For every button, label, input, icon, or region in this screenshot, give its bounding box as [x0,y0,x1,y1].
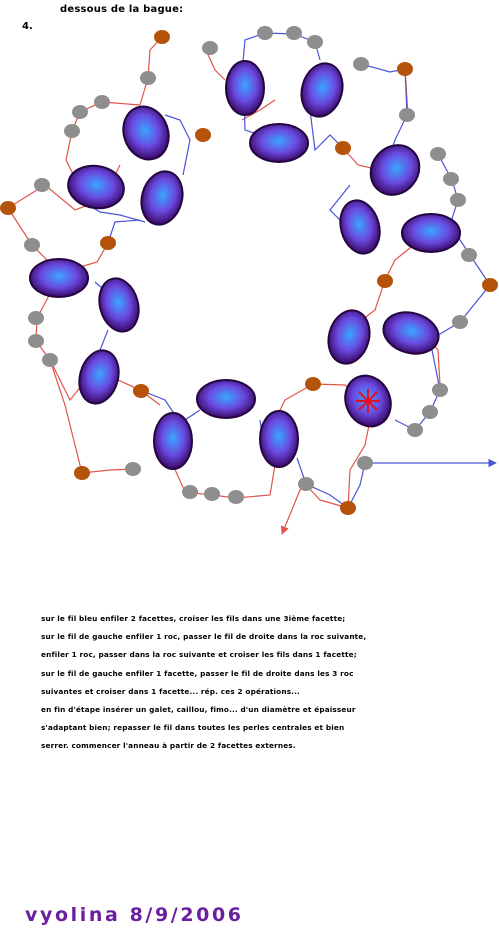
facet-bead [335,196,386,258]
roc-bead [94,95,110,109]
facet-bead [74,346,125,408]
roc-bead [307,35,323,49]
instruction-line: serrer. commencer l'anneau à partir de 2 facettes externes. [41,741,296,751]
facet-bead [154,413,192,469]
facet-bead [379,306,443,359]
roc-bead [407,423,423,437]
instruction-line: s'adaptant bien; repasser le fil dans toutes les perles centrales et bien [41,723,345,733]
orange-bead [482,278,498,292]
roc-bead [125,462,141,476]
instructions-block [41,610,481,756]
roc-bead [202,41,218,55]
facet-bead [30,259,88,297]
orange-bead [305,377,321,391]
facet-bead [116,100,176,166]
instruction-line: sur le fil bleu enfiler 2 facettes, croiser les fils dans une 3ième facette; [41,614,346,623]
facet-bead [250,124,308,162]
roc-bead [443,172,459,186]
step-number: 4. [22,21,33,32]
roc-bead [286,26,302,40]
roc-bead [353,57,369,71]
roc-bead [399,108,415,122]
roc-bead [34,178,50,192]
roc-bead [204,487,220,501]
roc-bead [42,353,58,367]
orange-bead [133,384,149,398]
facet-bead [226,61,264,115]
roc-bead [461,248,477,262]
orange-bead [377,274,393,288]
facet-bead [197,380,255,418]
roc-bead [422,405,438,419]
instruction-line: en fin d'étape insérer un galet, caillou, fimo... d'un diamètre et épaisseur [41,705,356,715]
roc-bead [298,477,314,491]
roc-bead [432,383,448,397]
orange-bead [397,62,413,76]
start-star-icon [356,389,380,413]
page-heading: dessous de la bague: [60,4,184,15]
orange-bead [340,501,356,515]
orange-bead [195,128,211,142]
instruction-line: suivantes et croiser dans 1 facette... rép. ces 2 opérations... [41,686,300,696]
roc-bead [28,334,44,348]
roc-bead [64,124,80,138]
roc-bead [28,311,44,325]
roc-bead [228,490,244,504]
roc-bead [72,105,88,119]
facet-bead [260,411,298,467]
facet-bead [296,59,349,122]
orange-bead [74,466,90,480]
roc-bead [450,193,466,207]
orange-bead [335,141,351,155]
roc-bead [257,26,273,40]
orange-bead [154,30,170,44]
facet-bead [136,167,189,230]
facet-bead [361,135,430,204]
facet-bead [402,214,460,252]
roc-bead [140,71,156,85]
instruction-line: sur le fil de gauche enfiler 1 roc, passer le fil de droite dans la roc suivante, [41,632,367,642]
facet-bead [94,274,145,336]
roc-bead [430,147,446,161]
roc-bead [24,238,40,252]
author-signature: vyolina 8/9/2006 [25,904,244,926]
orange-bead [0,201,16,215]
roc-bead [452,315,468,329]
instruction-line: enfiler 1 roc, passer dans la roc suivante et croiser les fils dans 1 facette; [41,650,357,660]
instruction-line: sur le fil de gauche enfiler 1 facette, passer le fil de droite dans les 3 roc [41,668,354,678]
orange-bead [100,236,116,250]
roc-bead [182,485,198,499]
roc-bead [357,456,373,470]
